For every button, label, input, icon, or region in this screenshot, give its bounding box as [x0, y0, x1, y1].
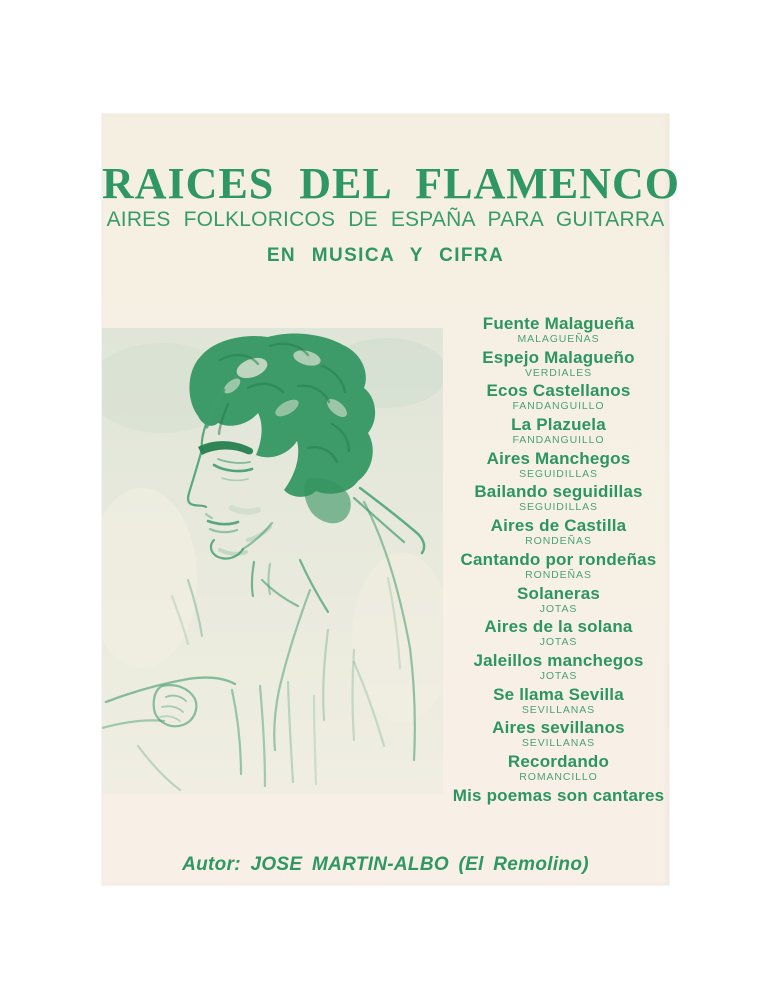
song-list-item [445, 550, 672, 584]
song-list-item [445, 415, 672, 449]
song-title: Aires Manchegos [486, 448, 631, 468]
song-genre-label: SEVILLANAS [521, 737, 596, 750]
song-title: Solaneras [516, 583, 601, 603]
song-title: Se llama Sevilla [493, 684, 624, 704]
song-list-item [445, 482, 672, 516]
song-list-item [445, 685, 672, 719]
author-line: Autor: JOSE MARTIN-ALBO (El Remolino) [182, 854, 589, 875]
song-list-item [445, 752, 672, 786]
song-title: Mis poemas son cantares [452, 785, 665, 805]
song-genre-label: JOTAS [539, 669, 578, 682]
song-genre-label: VERDIALES [524, 366, 593, 379]
song-genre-label: RONDEÑAS [525, 568, 592, 581]
song-list-item [445, 617, 672, 651]
song-title: Aires de la solana [484, 617, 633, 637]
song-genre-label: MALAGUEÑAS [517, 333, 600, 345]
man-portrait-sketch-image [102, 328, 443, 794]
song-genre-label: SEGUIDILLAS [519, 467, 598, 480]
song-list-item [445, 348, 672, 382]
song-title: Espejo Malagueño [482, 347, 635, 367]
song-list-item [445, 381, 672, 415]
song-title: Aires sevillanos [492, 718, 625, 738]
song-list-item [445, 786, 672, 820]
song-list-item [445, 718, 672, 752]
edition-line: EN MUSICA Y CIFRA [266, 245, 505, 266]
song-title: Aires de Castilla [490, 516, 627, 536]
song-list-item [445, 516, 672, 550]
song-title: Jaleillos manchegos [473, 650, 644, 670]
song-title: Ecos Castellanos [486, 381, 631, 401]
book-cover [102, 114, 680, 885]
song-genre-label: SEGUIDILLAS [519, 501, 598, 514]
song-genre-label: FANDANGUILLO [512, 400, 605, 413]
page-title: RAICES DEL FLAMENCO [102, 159, 680, 208]
song-genre-label: SEVILLANAS [521, 703, 596, 716]
song-title: Cantando por rondeñas [460, 549, 657, 569]
song-list-item [445, 651, 672, 685]
song-genre-label: FANDANGUILLO [512, 434, 605, 447]
song-genre-label: JOTAS [539, 636, 578, 649]
song-list [445, 314, 672, 819]
song-list-item [445, 584, 672, 618]
song-genre-label: ROMANCILLO [519, 770, 598, 783]
song-list-item [445, 314, 672, 348]
song-list-item [445, 449, 672, 483]
song-genre-label: JOTAS [539, 602, 578, 615]
portrait-sketch [102, 328, 443, 794]
cover-subtitle: AIRES FOLKLORICOS DE ESPAÑA PARA GUITARRA [106, 208, 665, 231]
song-title: Fuente Malagueña [482, 314, 635, 333]
song-title: La Plazuela [511, 415, 606, 435]
song-genre-label: RONDEÑAS [525, 535, 592, 548]
song-title: Bailando seguidillas [474, 482, 643, 502]
song-title: Recordando [507, 751, 610, 771]
